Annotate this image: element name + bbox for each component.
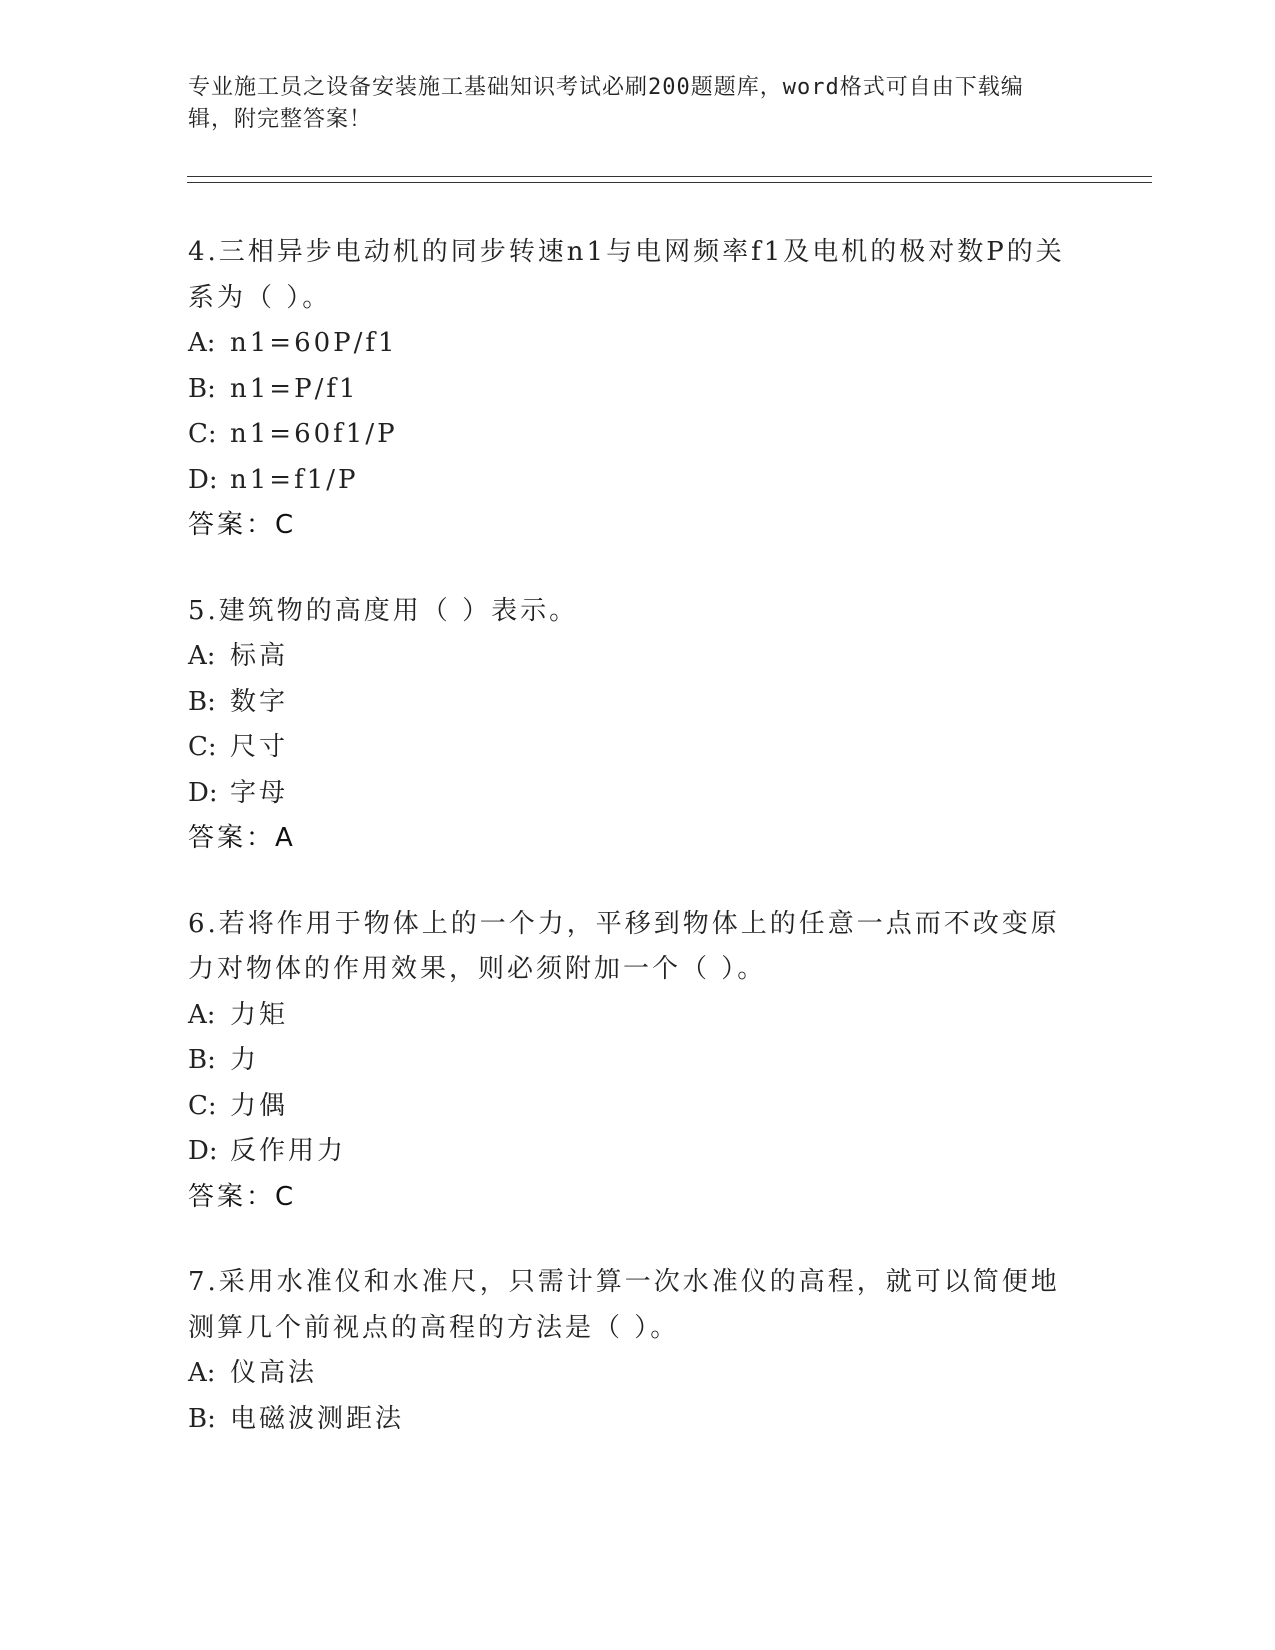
option-key: A: [188, 999, 216, 1030]
option-key: B: [188, 686, 216, 717]
option-text: 数字 [230, 686, 289, 717]
option-b [188, 680, 1068, 726]
option-b [188, 1397, 1068, 1443]
question-4 [188, 230, 1068, 549]
option-key: B: [188, 1403, 216, 1434]
question-5 [188, 589, 1068, 862]
question-text: 6.若将作用于物体上的一个力，平移到物体上的任意一点而不改变原力对物体的作用效果，则必须附加一个（ ）。 [188, 908, 1060, 984]
option-text: n1=P/f1 [230, 373, 359, 404]
option-key: C: [188, 419, 217, 449]
option-d [188, 771, 1068, 817]
option-text: n1=f1/P [230, 464, 359, 495]
option-d [188, 458, 1068, 504]
option-a [188, 1351, 1068, 1397]
option-text: 尺寸 [230, 732, 289, 762]
option-text: n1=60P/f1 [230, 328, 398, 358]
option-text: n1=60f1/P [230, 419, 398, 449]
option-b [188, 1038, 1068, 1084]
option-key: D: [188, 1136, 218, 1166]
question-text: 7.采用水准仪和水准尺，只需计算一次水准仪的高程，就可以简便地测算几个前视点的高程的方法是（ ）。 [188, 1267, 1060, 1343]
question-6 [188, 902, 1068, 1221]
option-text: 仪高法 [230, 1358, 318, 1388]
option-text: 力矩 [230, 999, 289, 1030]
option-key: A: [188, 328, 216, 358]
option-a [188, 634, 1068, 680]
option-c [188, 725, 1068, 771]
option-text: 电磁波测距法 [230, 1403, 405, 1434]
answer: 答案：C [188, 1181, 297, 1212]
option-a [188, 993, 1068, 1039]
option-text: 力偶 [230, 1090, 289, 1121]
answer: 答案：A [188, 823, 296, 853]
option-key: B: [188, 1045, 216, 1075]
option-text: 力 [230, 1045, 260, 1075]
question-text: 4.三相异步电动机的同步转速n1与电网频率f1及电机的极对数P的关系为（ ）。 [188, 237, 1065, 313]
document-header [188, 72, 1068, 136]
option-text: 标高 [230, 641, 289, 671]
question-list [188, 230, 1068, 1482]
header-divider-top [187, 176, 1152, 177]
option-c [188, 1084, 1068, 1130]
option-d [188, 1129, 1068, 1175]
question-text: 5.建筑物的高度用（ ）表示。 [188, 595, 579, 626]
option-text: 反作用力 [230, 1136, 347, 1166]
option-key: D: [188, 464, 218, 495]
header-divider-bottom [187, 182, 1152, 183]
option-key: D: [188, 777, 218, 808]
header-title: 专业施工员之设备安装施工基础知识考试必刷200题题库，word格式可自由下载编辑，附完整答案！ [188, 75, 1024, 132]
option-key: B: [188, 373, 216, 404]
option-key: C: [188, 1090, 217, 1121]
question-7 [188, 1260, 1068, 1442]
option-key: C: [188, 732, 217, 762]
option-key: A: [188, 1358, 216, 1388]
option-c [188, 412, 1068, 458]
option-a [188, 321, 1068, 367]
option-b [188, 367, 1068, 413]
option-text: 字母 [230, 777, 289, 808]
answer: 答案：C [188, 510, 297, 540]
option-key: A: [188, 641, 216, 671]
